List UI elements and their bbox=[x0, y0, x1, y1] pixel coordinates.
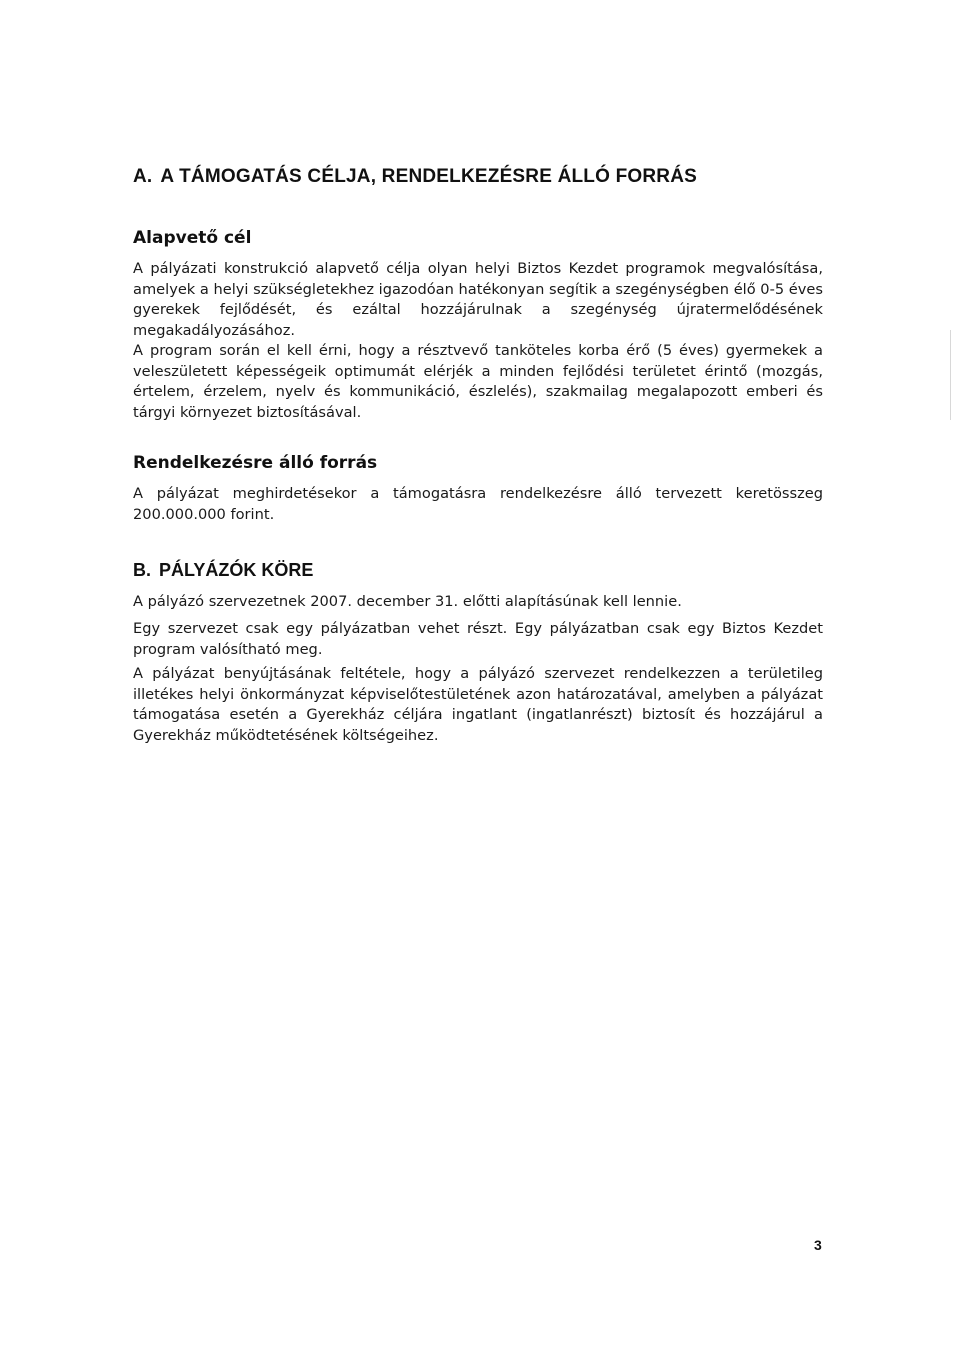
section-b-heading bbox=[133, 560, 823, 581]
section-a-letter: A. bbox=[133, 166, 153, 187]
section-b-paragraph-1: A pályázó szervezetnek 2007. december 31. előtti alapításúnak kell lennie. bbox=[133, 593, 682, 610]
alapveto-cel-heading: Alapvető cél bbox=[133, 228, 252, 248]
section-a-title: A TÁMOGATÁS CÉLJA, RENDELKEZÉSRE ÁLLÓ FORRÁS bbox=[160, 166, 697, 187]
section-b-paragraph-3: A pályázat benyújtásának feltétele, hogy a pályázó szervezet rendelkezzen a területileg illetékes helyi önkormányzat képviselőtestületének azon határozatával, amelyben a pályázat támogatása esetén a Gyerekház céljára ingatlant (ingatlanrészt) biztosít és hozzájárul a Gyerekház működtetésének költségeihez. bbox=[133, 665, 823, 744]
rendelkezesre-allo-forras-paragraph: A pályázat meghirdetésekor a támogatásra rendelkezésre álló tervezett keretösszeg 200.000.000 forint. bbox=[133, 485, 823, 523]
alapveto-cel-paragraph-2: A program során el kell érni, hogy a résztvevő tanköteles korba érő (5 éves) gyermekek a veleszületett képességeik optimumát elérjék a minden fejlődési területet érintő (mozgás, értelem, érzelem, nyelv és kommunikáció, észlelés), szakmailag megalapozott emberi és tárgyi környezet biztosításával. bbox=[133, 342, 823, 421]
section-b-letter: B. bbox=[133, 560, 151, 580]
page-number: 3 bbox=[814, 1237, 822, 1253]
scan-edge-mark bbox=[950, 330, 951, 420]
alapveto-cel-paragraph-1: A pályázati konstrukció alapvető célja olyan helyi Biztos Kezdet programok megvalósítása, amelyek a helyi szükségletekhez igazodóan hatékonyan segítik a szegénységben élő 0-5 éves gyerekek fejlődését, és ezáltal hozzájárulnak a szegénység újratermelődésének megakadályozásához. bbox=[133, 260, 823, 339]
rendelkezesre-allo-forras-heading: Rendelkezésre álló forrás bbox=[133, 453, 378, 473]
section-b-paragraph-2: Egy szervezet csak egy pályázatban vehet részt. Egy pályázatban csak egy Biztos Kezdet program valósítható meg. bbox=[133, 620, 823, 658]
section-a-heading bbox=[133, 166, 823, 188]
section-b-title: PÁLYÁZÓK KÖRE bbox=[159, 560, 314, 580]
